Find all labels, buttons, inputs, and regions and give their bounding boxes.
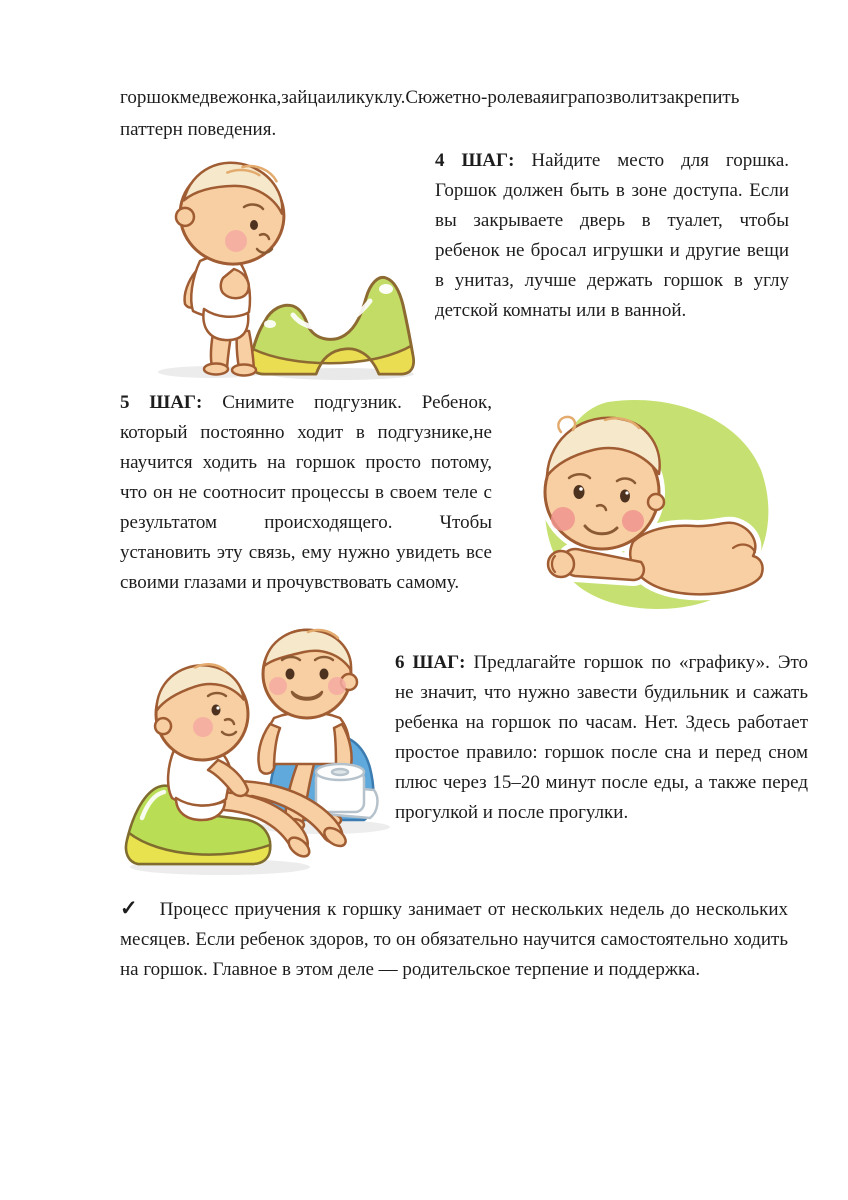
baby-standing-by-potty-svg: [130, 143, 422, 383]
checkmark-icon: ✓: [120, 896, 138, 920]
two-babies-on-potties-svg: [112, 622, 394, 880]
intro-paragraph-line1: горшокмедвежонка,зайцаиликуклу.Сюжетно-ролеваяиграпозволитзакрепить: [120, 87, 740, 108]
step-5-paragraph: [120, 388, 492, 598]
step-6-text: Предлагайте горшок по «графику». Это не значит, что нужно завести будильник и сажать ребенка на горшок по часам. Нет. Здесь работает простое правило: горшок после сна и перед сном плюс через 15–20 минут после еды, а также перед прогулкой и после прогулки.: [395, 652, 809, 823]
step-4-label: 4 ШАГ:: [435, 150, 515, 171]
potty-glint-2: [264, 320, 276, 328]
baby-on-green-blob-svg: [505, 392, 780, 614]
two-babies-on-potties-illustration: [112, 622, 394, 880]
step-6-label: 6 ШАГ:: [395, 652, 466, 673]
step-5-label: 5 ШАГ:: [120, 392, 203, 413]
baby-on-green-blob-illustration: [505, 392, 780, 614]
potty-glint: [379, 284, 393, 294]
step-5-text: Снимите подгузник. Ребенок, который постоянно ходит в подгузнике,не научится ходить на горшок просто потому, что он не соотносит процессы в своем теле с результатом происходящего. Чтобы установить эту связь, ему нужно увидеть все своими глазами и прочувствовать самому.: [120, 392, 493, 593]
baby-standing-by-potty-illustration: [130, 143, 422, 383]
step-4-paragraph: [435, 146, 789, 326]
step-4-text: Найдите место для горшка. Горшок должен быть в зоне доступа. Если вы закрываете дверь в туалет, чтобы ребенок не бросал игрушки и другие вещи в унитаз, лучше держать горшок в углу детской комнаты или в ванной.: [435, 150, 790, 321]
note-paragraph: [120, 893, 788, 985]
intro-paragraph-line2: паттерн поведения.: [120, 119, 277, 140]
note-text: Процесс приучения к горшку занимает от нескольких недель до нескольких месяцев. Если ребенок здоров, то он обязательно научится самостоятельно ходить на горшок. Главное в этом деле — родительское терпение и поддержка.: [120, 899, 788, 980]
step-6-paragraph: [395, 648, 808, 828]
